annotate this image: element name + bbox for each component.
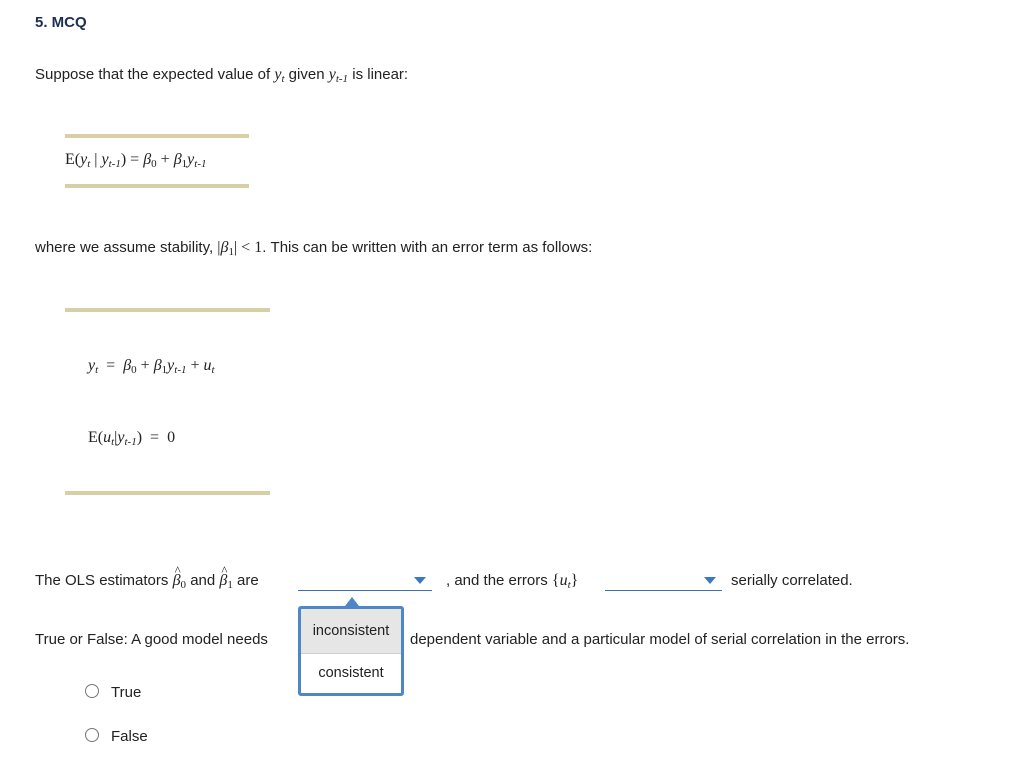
false-label[interactable]: False xyxy=(111,728,148,745)
question-title: 5. MCQ xyxy=(35,14,87,31)
dropdown-pointer xyxy=(345,597,359,606)
ols-and: and xyxy=(190,572,216,589)
radio-false[interactable] xyxy=(85,728,99,742)
beta0-hat: ^ $\beta_0$ xyxy=(173,572,186,589)
intro-prefix: Suppose that the expected value of xyxy=(35,66,275,83)
error-mean-equation: $E(u_t|y_{t-1}) = 0$ xyxy=(88,429,176,448)
chevron-down-icon xyxy=(414,577,426,584)
errors-text: , and the errors $\{u_t\}$ xyxy=(446,572,579,591)
dropdown-option-consistent[interactable]: consistent xyxy=(318,665,384,681)
dropdown-option-inconsistent[interactable]: inconsistent xyxy=(301,609,401,654)
stability-condition: $|\beta_1| < 1$ xyxy=(217,239,263,258)
model-rule-bottom xyxy=(65,491,270,495)
stability-prefix: where we assume stability, xyxy=(35,239,218,256)
dropdown-menu xyxy=(298,606,404,696)
beta1-hat: ^ $\beta_1$ xyxy=(219,572,232,589)
ols-are: are xyxy=(237,572,259,589)
equation-rule-bottom xyxy=(65,184,249,188)
tf-suffix: dependent variable and a particular model of serial correlation in the errors. xyxy=(410,631,910,648)
model-rule-top xyxy=(65,308,270,312)
intro-suffix: is linear: xyxy=(348,66,409,83)
true-label[interactable]: True xyxy=(111,684,142,701)
serial-text: serially correlated. xyxy=(731,572,853,589)
stability-text xyxy=(35,239,592,258)
radio-true[interactable] xyxy=(85,684,99,698)
var-yt: $y_t$ xyxy=(274,66,285,85)
equation-rule-top xyxy=(65,134,249,138)
model-equation: $y_t = \beta_0 + \beta_1y_{t-1} + u_t$ xyxy=(88,357,215,376)
intro-mid: given xyxy=(284,66,329,83)
ols-prefix: The OLS estimators xyxy=(35,572,173,589)
ols-consistency-select[interactable] xyxy=(298,568,432,591)
stability-suffix: . This can be written with an error term as follows: xyxy=(262,239,593,256)
error-sequence: $\{u_t\}$ xyxy=(551,572,579,591)
serial-correlation-select[interactable] xyxy=(605,568,722,591)
tf-prefix: True or False: A good model needs xyxy=(35,631,268,648)
var-yt-1: $y_{t-1}$ xyxy=(328,66,349,85)
ols-text xyxy=(35,572,259,591)
conditional-expectation-equation: $E(y_t$ | $y_{t-1}) = \beta_0 + \beta_1y_{t-1}$ xyxy=(65,151,207,170)
chevron-down-icon xyxy=(704,577,716,584)
intro-text xyxy=(35,66,408,85)
